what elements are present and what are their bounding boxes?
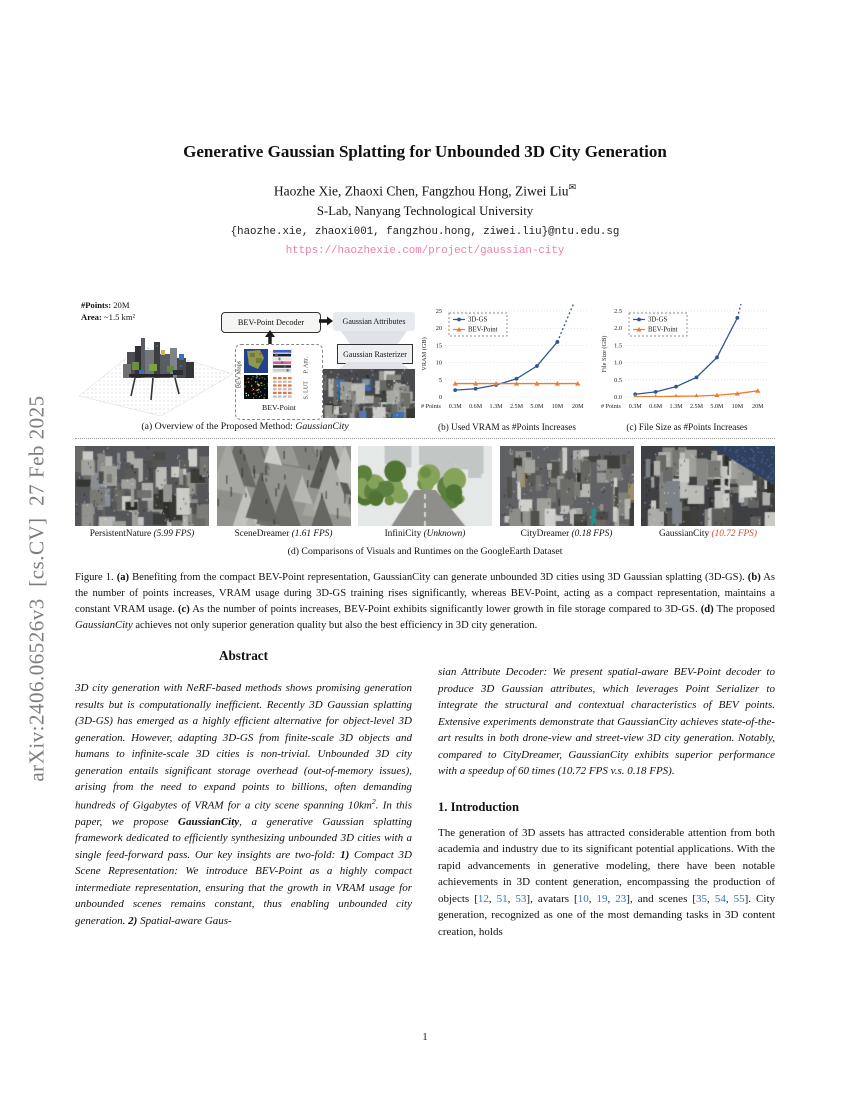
svg-text:1.3M: 1.3M [489, 404, 503, 410]
svg-text:# Points: # Points [421, 404, 441, 410]
citation-link[interactable]: 54 [714, 892, 726, 905]
citation-link[interactable]: 55 [733, 892, 745, 905]
citation-link[interactable]: 53 [515, 892, 527, 905]
svg-text:5.0M: 5.0M [530, 404, 544, 410]
citation-link[interactable]: 23 [615, 892, 627, 905]
gaussiancity-image [641, 446, 775, 526]
comparison-item [500, 446, 634, 539]
area-label: Area: [81, 311, 102, 322]
svg-text:20M: 20M [752, 404, 764, 410]
svg-text:15: 15 [435, 342, 442, 350]
method-name: CityDreamer [520, 529, 570, 539]
svg-text:10: 10 [435, 359, 442, 367]
authors-line [0, 182, 850, 200]
method-fps-highlight: (10.72 FPS) [711, 529, 757, 539]
scenedreamer-image [217, 446, 351, 526]
panel-a-diagram [75, 300, 415, 418]
svg-text:5: 5 [438, 376, 442, 384]
bev-map-image-top [244, 349, 268, 373]
svg-text:1.5: 1.5 [614, 342, 622, 350]
figure-panel-a [75, 300, 415, 432]
citation-link[interactable]: 35 [696, 892, 708, 905]
left-column [75, 648, 412, 940]
point-attr-label: P. Attr. [302, 356, 310, 374]
svg-text:VRAM (GB): VRAM (GB) [421, 337, 428, 371]
vram-chart [419, 303, 595, 415]
svg-text:25: 25 [435, 308, 442, 315]
author-names: Haozhe Xie, Zhaoxi Chen, Fangzhou Hong, Ziwei Liu [273, 183, 569, 199]
introduction-text: The generation of 3D assets has attracted considerable attention from both academia and industry due to its significant potential applications. With the rapid advancements in generative modeling, there have been notable achievements in 3D content generation, encompassing the production of objects [12, 51, 53], avatars [10, 19, 23], and scenes [35, 54, 55]. City generation, recognized as one of the most demanding tasks in 3D content creation, holds [438, 826, 776, 938]
panel-a-caption: (a) Overview of the Proposed Method: GaussianCity [141, 421, 349, 432]
comparison-item [358, 446, 492, 539]
method-fps: (5.99 FPS) [153, 529, 195, 539]
points-label: #Points: [81, 300, 112, 310]
right-column [438, 648, 775, 940]
svg-text:0.3M: 0.3M [448, 404, 462, 410]
svg-text:1.0: 1.0 [614, 359, 622, 367]
figure-panel-c [599, 303, 775, 432]
method-name: GaussianCity [659, 529, 710, 539]
bev-maps-label: BEV Maps [235, 360, 243, 389]
funnel-shape-bottom [339, 362, 409, 369]
panel-b-caption: (b) Used VRAM as #Points Increases [438, 422, 576, 432]
paper-body [75, 648, 775, 940]
svg-text:2.0: 2.0 [614, 325, 622, 333]
arrow-right-icon [319, 315, 333, 327]
svg-text:3D-GS: 3D-GS [468, 316, 488, 324]
rendered-city-image [323, 369, 415, 418]
paper-title: Generative Gaussian Splatting for Unbounded 3D City Generation [183, 142, 667, 161]
method-fps: (1.61 FPS) [291, 529, 333, 539]
svg-text:1.3M: 1.3M [669, 404, 683, 410]
gaussian-rasterizer-box: Gaussian Rasterizer [337, 344, 413, 364]
svg-text:0.0: 0.0 [614, 394, 622, 401]
comparison-item [75, 446, 209, 539]
arxiv-watermark: arXiv:2406.06526v3 [cs.CV] 27 Feb 2025 [24, 395, 49, 782]
svg-text:2.5M: 2.5M [509, 404, 524, 410]
svg-text:0.5: 0.5 [614, 376, 622, 384]
method-name: SceneDreamer [234, 529, 290, 539]
author-emails: {haozhe.xie, zhaoxi001, fangzhou.hong, ziwei.liu}@ntu.edu.sg [230, 225, 620, 238]
svg-text:3D-GS: 3D-GS [648, 316, 668, 324]
city-overview-illustration [75, 312, 235, 418]
bev-point-group [235, 344, 323, 420]
panel-c-caption: (c) File Size as #Points Increases [626, 422, 748, 432]
envelope-icon[interactable]: ✉ [568, 182, 577, 192]
area-value: ~1.5 km² [104, 311, 136, 322]
citation-link[interactable]: 51 [496, 892, 508, 905]
svg-text:BEV-Point: BEV-Point [648, 326, 678, 334]
page-number: 1 [422, 1032, 428, 1043]
bev-point-label: BEV-Point [262, 403, 296, 412]
svg-text:BEV-Point: BEV-Point [468, 326, 498, 334]
panel-d-caption: (d) Comparisons of Visuals and Runtimes on the GoogleEarth Dataset [287, 546, 563, 557]
svg-text:File Size (GB): File Size (GB) [601, 335, 608, 373]
svg-text:2.5: 2.5 [614, 308, 622, 315]
figure-1 [75, 300, 775, 634]
svg-text:0.3M: 0.3M [628, 404, 642, 410]
figure-1-caption: Figure 1. (a) Benefiting from the compact BEV-Point representation, GaussianCity can generate unbounded 3D cities using 3D Gaussian splatting (3D-GS). (b) As the number of points increases, VRAM usage during 3D-GS training rises significantly, whereas BEV-Point, acting as a compact representation, maintains a constant VRAM usage. (c) As the number of points increases, BEV-Point exhibits significantly lower growth in file storage compared to 3D-GS. (d) The proposed GaussianCity achieves not only superior generation quality but also the best efficiency in 3D city generation. [75, 572, 775, 631]
abstract-continuation: sian Attribute Decoder: We present spatial-aware BEV-Point decoder to produce 3D Gaussian attributes, which leverages Point Serializer to integrate the structural and contextual characteristics of BEV points. Extensive experiments demonstrate that GaussianCity achieves state-of-the-art results in both drone-view and street-view 3D city generation. Notably, compared to CityDreamer, GaussianCity exhibits superior performance with a speedup of 60 times (10.72 FPS v.s. 0.18 FPS). [438, 666, 775, 777]
figure-divider [75, 438, 775, 439]
method-name: InfiniCity [384, 529, 422, 539]
svg-text:0.6M: 0.6M [469, 404, 483, 410]
bev-point-decoder-box: BEV-Point Decoder [221, 312, 321, 333]
svg-text:5.0M: 5.0M [710, 404, 724, 410]
paper-header [0, 142, 850, 257]
comparison-item [641, 446, 775, 539]
abstract-text: 3D city generation with NeRF-based methods shows promising generation results but is computationally inefficient. Recently 3D Gaussian splatting (3D-GS) has emerged as a highly efficient alternative for object-level 3D generation. However, adapting 3D-GS from finite-scale 3D objects and humans to infinite-scale 3D cities is non-trivial. Unbounded 3D city generation entails significant storage overhead (out-of-memory issues), arising from the need to expand points to billions, often demanding hundreds of Gigabytes of VRAM for a city scene spanning $10km^2$. In this paper, we propose GaussianCity, a generative Gaussian splatting framework dedicated to efficiently synthesizing unbounded 3D cities with a single feed-forward pass. Our key insights are two-fold: 1) Compact 3D Scene Representation: We introduce BEV-Point as a highly compact intermediate representation, ensuring that the growth in VRAM usage for unbounded scenes remains constant, thus enabling unbounded city generation. 2) Spatial-aware Gaus- [75, 682, 413, 927]
points-value: 20M [113, 300, 130, 310]
svg-text:2.5M: 2.5M [689, 404, 704, 410]
svg-text:20: 20 [435, 325, 442, 333]
project-url-link[interactable]: https://haozhexie.com/project/gaussian-city [285, 244, 565, 257]
infinicity-image [358, 446, 492, 526]
figure-panel-b [419, 303, 595, 432]
svg-text:0.6M: 0.6M [649, 404, 663, 410]
svg-text:20M: 20M [572, 404, 584, 410]
filesize-chart [599, 303, 775, 415]
style-lut-label: S. LUT [302, 380, 310, 400]
gaussian-attributes-box: Gaussian Attributes [333, 312, 415, 331]
svg-text:10M: 10M [551, 404, 564, 410]
method-fps: (Unknown) [423, 529, 466, 539]
point-attributes-strip [272, 349, 292, 373]
affiliation: S-Lab, Nanyang Technological University [316, 203, 534, 218]
abstract-heading: Abstract [218, 648, 269, 663]
funnel-shape-top [341, 331, 407, 344]
figure-1-top-row [75, 300, 775, 432]
citydreamer-image [500, 446, 634, 526]
introduction-heading: 1. Introduction [438, 799, 519, 814]
svg-text:# Points: # Points [601, 404, 621, 410]
comparison-item [217, 446, 351, 539]
citation-link[interactable]: 10 [577, 892, 589, 905]
style-lut-strip [272, 375, 292, 399]
svg-text:10M: 10M [731, 404, 744, 410]
bev-map-image-bottom [244, 375, 268, 399]
method-name: PersistentNature [89, 529, 152, 539]
citation-link[interactable]: 19 [596, 892, 608, 905]
method-fps: (0.18 FPS) [571, 529, 613, 539]
persistentnature-image [75, 446, 209, 526]
svg-text:0: 0 [438, 394, 442, 401]
figure-panel-d [75, 446, 775, 539]
citation-link[interactable]: 12 [477, 892, 489, 905]
